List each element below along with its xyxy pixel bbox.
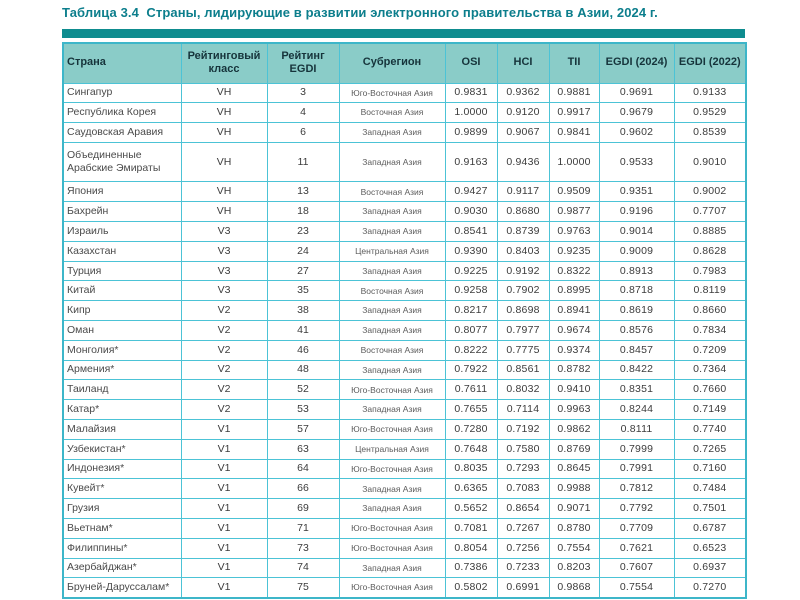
- cell-egdi-2024: 0.7792: [599, 499, 674, 519]
- cell-country: Монголия*: [63, 340, 181, 360]
- cell-subregion: Западная Азия: [339, 202, 445, 222]
- cell-egdi-2022: 0.9010: [674, 142, 746, 182]
- cell-egdi-2022: 0.7270: [674, 578, 746, 598]
- cell-subregion: Восточная Азия: [339, 340, 445, 360]
- cell-rating-class: V3: [181, 241, 267, 261]
- cell-tii: 0.8941: [549, 301, 599, 321]
- cell-hci: 0.7580: [497, 439, 549, 459]
- cell-osi: 0.9030: [445, 202, 497, 222]
- cell-hci: 0.9117: [497, 182, 549, 202]
- table-row: [63, 578, 746, 598]
- cell-egdi-2022: 0.6787: [674, 519, 746, 539]
- cell-egdi-2022: 0.9529: [674, 103, 746, 123]
- table-row: [63, 519, 746, 539]
- cell-country: Катар*: [63, 400, 181, 420]
- cell-egdi-rank: 71: [267, 519, 339, 539]
- table-row: [63, 558, 746, 578]
- cell-tii: 0.9071: [549, 499, 599, 519]
- cell-subregion: Центральная Азия: [339, 439, 445, 459]
- cell-osi: 0.8035: [445, 459, 497, 479]
- cell-egdi-2022: 0.8885: [674, 222, 746, 242]
- table-row: [63, 380, 746, 400]
- cell-hci: 0.8654: [497, 499, 549, 519]
- cell-egdi-2024: 0.8351: [599, 380, 674, 400]
- header-subregion: Субрегион: [339, 43, 445, 83]
- cell-osi: 1.0000: [445, 103, 497, 123]
- cell-country: Кувейт*: [63, 479, 181, 499]
- cell-egdi-2024: 0.8913: [599, 261, 674, 281]
- cell-rating-class: VH: [181, 202, 267, 222]
- cell-egdi-rank: 18: [267, 202, 339, 222]
- cell-egdi-2022: 0.7484: [674, 479, 746, 499]
- cell-osi: 0.8077: [445, 321, 497, 341]
- cell-hci: 0.9120: [497, 103, 549, 123]
- table-row: [63, 222, 746, 242]
- cell-rating-class: V3: [181, 222, 267, 242]
- cell-egdi-2024: 0.9014: [599, 222, 674, 242]
- cell-subregion: Юго-Восточная Азия: [339, 538, 445, 558]
- header-egdi-rank: Рейтинг EGDI: [267, 43, 339, 83]
- cell-subregion: Юго-Восточная Азия: [339, 459, 445, 479]
- cell-tii: 0.9763: [549, 222, 599, 242]
- cell-osi: 0.9831: [445, 83, 497, 103]
- cell-country: Турция: [63, 261, 181, 281]
- cell-subregion: Западная Азия: [339, 321, 445, 341]
- cell-country: Казахстан: [63, 241, 181, 261]
- cell-tii: 0.8645: [549, 459, 599, 479]
- cell-osi: 0.8541: [445, 222, 497, 242]
- cell-tii: 0.9410: [549, 380, 599, 400]
- cell-osi: 0.7655: [445, 400, 497, 420]
- cell-tii: 0.9674: [549, 321, 599, 341]
- cell-rating-class: V2: [181, 301, 267, 321]
- cell-egdi-2024: 0.8111: [599, 420, 674, 440]
- cell-hci: 0.9192: [497, 261, 549, 281]
- cell-hci: 0.9067: [497, 123, 549, 143]
- cell-egdi-2024: 0.8422: [599, 360, 674, 380]
- cell-tii: 0.7554: [549, 538, 599, 558]
- cell-rating-class: VH: [181, 123, 267, 143]
- cell-egdi-2022: 0.7160: [674, 459, 746, 479]
- cell-osi: 0.6365: [445, 479, 497, 499]
- cell-egdi-rank: 46: [267, 340, 339, 360]
- cell-tii: 0.9862: [549, 420, 599, 440]
- cell-country: Малайзия: [63, 420, 181, 440]
- cell-egdi-2022: 0.7501: [674, 499, 746, 519]
- cell-rating-class: VH: [181, 103, 267, 123]
- cell-subregion: Западная Азия: [339, 301, 445, 321]
- cell-hci: 0.9436: [497, 142, 549, 182]
- table-row: [63, 301, 746, 321]
- cell-subregion: Юго-Восточная Азия: [339, 83, 445, 103]
- cell-egdi-rank: 3: [267, 83, 339, 103]
- cell-egdi-rank: 53: [267, 400, 339, 420]
- table-row: [63, 420, 746, 440]
- cell-egdi-rank: 4: [267, 103, 339, 123]
- cell-tii: 0.9509: [549, 182, 599, 202]
- caption-underline-bar: [62, 29, 745, 38]
- cell-subregion: Юго-Восточная Азия: [339, 380, 445, 400]
- cell-country: Индонезия*: [63, 459, 181, 479]
- cell-hci: 0.8698: [497, 301, 549, 321]
- cell-hci: 0.8680: [497, 202, 549, 222]
- cell-egdi-rank: 66: [267, 479, 339, 499]
- cell-hci: 0.8403: [497, 241, 549, 261]
- cell-osi: 0.7922: [445, 360, 497, 380]
- cell-country: Сингапур: [63, 83, 181, 103]
- cell-egdi-rank: 52: [267, 380, 339, 400]
- cell-egdi-2024: 0.9691: [599, 83, 674, 103]
- cell-egdi-2022: 0.8628: [674, 241, 746, 261]
- cell-tii: 0.9235: [549, 241, 599, 261]
- table-row: [63, 261, 746, 281]
- cell-egdi-2024: 0.7999: [599, 439, 674, 459]
- cell-osi: 0.9390: [445, 241, 497, 261]
- cell-osi: 0.9163: [445, 142, 497, 182]
- cell-tii: 0.8782: [549, 360, 599, 380]
- cell-egdi-rank: 27: [267, 261, 339, 281]
- cell-subregion: Западная Азия: [339, 360, 445, 380]
- cell-rating-class: V1: [181, 459, 267, 479]
- cell-osi: 0.5802: [445, 578, 497, 598]
- cell-tii: 0.9881: [549, 83, 599, 103]
- cell-osi: 0.7386: [445, 558, 497, 578]
- cell-osi: 0.9225: [445, 261, 497, 281]
- cell-country: Оман: [63, 321, 181, 341]
- cell-egdi-rank: 75: [267, 578, 339, 598]
- cell-egdi-2024: 0.9679: [599, 103, 674, 123]
- cell-egdi-rank: 48: [267, 360, 339, 380]
- cell-subregion: Западная Азия: [339, 261, 445, 281]
- cell-hci: 0.7775: [497, 340, 549, 360]
- cell-tii: 0.9917: [549, 103, 599, 123]
- cell-tii: 0.9868: [549, 578, 599, 598]
- cell-tii: 0.8769: [549, 439, 599, 459]
- table-row: [63, 103, 746, 123]
- cell-rating-class: V2: [181, 360, 267, 380]
- cell-subregion: Западная Азия: [339, 558, 445, 578]
- cell-egdi-2022: 0.8660: [674, 301, 746, 321]
- table-row: [63, 83, 746, 103]
- cell-rating-class: V1: [181, 519, 267, 539]
- cell-egdi-2024: 0.7991: [599, 459, 674, 479]
- cell-rating-class: V2: [181, 380, 267, 400]
- cell-egdi-2024: 0.8457: [599, 340, 674, 360]
- cell-subregion: Западная Азия: [339, 142, 445, 182]
- cell-subregion: Юго-Восточная Азия: [339, 519, 445, 539]
- cell-osi: 0.7081: [445, 519, 497, 539]
- cell-egdi-rank: 35: [267, 281, 339, 301]
- cell-rating-class: V2: [181, 340, 267, 360]
- cell-subregion: Восточная Азия: [339, 103, 445, 123]
- cell-egdi-rank: 74: [267, 558, 339, 578]
- cell-subregion: Юго-Восточная Азия: [339, 578, 445, 598]
- table-row: [63, 340, 746, 360]
- cell-tii: 0.9841: [549, 123, 599, 143]
- cell-egdi-rank: 73: [267, 538, 339, 558]
- header-hci: HCI: [497, 43, 549, 83]
- header-row: [63, 43, 746, 83]
- cell-egdi-2022: 0.7660: [674, 380, 746, 400]
- table-caption: Таблица 3.4 Страны, лидирующие в развитии электронного правительства в Азии, 2024 г.: [62, 5, 658, 20]
- cell-tii: 0.8780: [549, 519, 599, 539]
- table-row: [63, 499, 746, 519]
- cell-egdi-rank: 57: [267, 420, 339, 440]
- header-egdi-2024: EGDI (2024): [599, 43, 674, 83]
- cell-egdi-2024: 0.9196: [599, 202, 674, 222]
- cell-country: Япония: [63, 182, 181, 202]
- cell-osi: 0.9899: [445, 123, 497, 143]
- cell-subregion: Западная Азия: [339, 499, 445, 519]
- cell-subregion: Юго-Восточная Азия: [339, 420, 445, 440]
- cell-hci: 0.8032: [497, 380, 549, 400]
- table-row: [63, 182, 746, 202]
- cell-egdi-2022: 0.7149: [674, 400, 746, 420]
- cell-rating-class: V2: [181, 400, 267, 420]
- cell-tii: 0.9988: [549, 479, 599, 499]
- cell-egdi-2024: 0.8619: [599, 301, 674, 321]
- cell-egdi-rank: 38: [267, 301, 339, 321]
- cell-egdi-2022: 0.8119: [674, 281, 746, 301]
- cell-hci: 0.7256: [497, 538, 549, 558]
- cell-subregion: Западная Азия: [339, 222, 445, 242]
- cell-country: Китай: [63, 281, 181, 301]
- cell-rating-class: V3: [181, 261, 267, 281]
- cell-country: Таиланд: [63, 380, 181, 400]
- cell-country: Республика Корея: [63, 103, 181, 123]
- cell-country: Кипр: [63, 301, 181, 321]
- cell-egdi-2022: 0.7209: [674, 340, 746, 360]
- cell-egdi-2024: 0.8576: [599, 321, 674, 341]
- cell-egdi-2024: 0.9533: [599, 142, 674, 182]
- table-row: [63, 400, 746, 420]
- cell-country: Израиль: [63, 222, 181, 242]
- cell-country: Азербайджан*: [63, 558, 181, 578]
- cell-egdi-rank: 63: [267, 439, 339, 459]
- cell-egdi-rank: 6: [267, 123, 339, 143]
- cell-country: Саудовская Аравия: [63, 123, 181, 143]
- cell-egdi-2024: 0.9351: [599, 182, 674, 202]
- header-osi: OSI: [445, 43, 497, 83]
- cell-subregion: Западная Азия: [339, 479, 445, 499]
- cell-tii: 1.0000: [549, 142, 599, 182]
- cell-rating-class: V1: [181, 558, 267, 578]
- cell-rating-class: VH: [181, 182, 267, 202]
- cell-egdi-rank: 69: [267, 499, 339, 519]
- cell-hci: 0.7233: [497, 558, 549, 578]
- egdi-table: [62, 42, 747, 599]
- header-tii: TII: [549, 43, 599, 83]
- cell-hci: 0.7114: [497, 400, 549, 420]
- cell-tii: 0.8203: [549, 558, 599, 578]
- cell-subregion: Центральная Азия: [339, 241, 445, 261]
- table-row: [63, 142, 746, 182]
- cell-osi: 0.9427: [445, 182, 497, 202]
- cell-osi: 0.7648: [445, 439, 497, 459]
- table-row: [63, 123, 746, 143]
- cell-rating-class: V2: [181, 321, 267, 341]
- cell-egdi-2022: 0.7707: [674, 202, 746, 222]
- cell-egdi-rank: 24: [267, 241, 339, 261]
- cell-rating-class: V1: [181, 479, 267, 499]
- cell-hci: 0.7293: [497, 459, 549, 479]
- cell-egdi-2022: 0.6937: [674, 558, 746, 578]
- table-row: [63, 202, 746, 222]
- cell-rating-class: V1: [181, 578, 267, 598]
- cell-egdi-2022: 0.7834: [674, 321, 746, 341]
- cell-egdi-2024: 0.7709: [599, 519, 674, 539]
- cell-tii: 0.8322: [549, 261, 599, 281]
- cell-hci: 0.7902: [497, 281, 549, 301]
- cell-egdi-2024: 0.9602: [599, 123, 674, 143]
- cell-hci: 0.8561: [497, 360, 549, 380]
- cell-egdi-2024: 0.7607: [599, 558, 674, 578]
- cell-hci: 0.8739: [497, 222, 549, 242]
- cell-egdi-2024: 0.8718: [599, 281, 674, 301]
- cell-egdi-2022: 0.7364: [674, 360, 746, 380]
- cell-country: Объединенные Арабские Эмираты: [63, 142, 181, 182]
- cell-tii: 0.9374: [549, 340, 599, 360]
- cell-egdi-rank: 64: [267, 459, 339, 479]
- cell-country: Армения*: [63, 360, 181, 380]
- cell-hci: 0.7267: [497, 519, 549, 539]
- cell-egdi-2024: 0.7812: [599, 479, 674, 499]
- cell-egdi-2022: 0.8539: [674, 123, 746, 143]
- cell-egdi-rank: 11: [267, 142, 339, 182]
- cell-egdi-2022: 0.6523: [674, 538, 746, 558]
- header-country: Страна: [63, 43, 181, 83]
- table-row: [63, 479, 746, 499]
- cell-rating-class: VH: [181, 83, 267, 103]
- table-row: [63, 538, 746, 558]
- cell-hci: 0.7083: [497, 479, 549, 499]
- table-row: [63, 241, 746, 261]
- cell-hci: 0.7192: [497, 420, 549, 440]
- header-egdi-2022: EGDI (2022): [674, 43, 746, 83]
- cell-country: Узбекистан*: [63, 439, 181, 459]
- cell-osi: 0.5652: [445, 499, 497, 519]
- cell-hci: 0.9362: [497, 83, 549, 103]
- cell-subregion: Восточная Азия: [339, 281, 445, 301]
- cell-osi: 0.8217: [445, 301, 497, 321]
- cell-egdi-2022: 0.9133: [674, 83, 746, 103]
- cell-rating-class: V1: [181, 538, 267, 558]
- cell-hci: 0.7977: [497, 321, 549, 341]
- cell-egdi-2022: 0.7265: [674, 439, 746, 459]
- cell-rating-class: VH: [181, 142, 267, 182]
- cell-osi: 0.8222: [445, 340, 497, 360]
- table-row: [63, 360, 746, 380]
- cell-hci: 0.6991: [497, 578, 549, 598]
- cell-rating-class: V1: [181, 420, 267, 440]
- cell-egdi-2022: 0.7983: [674, 261, 746, 281]
- cell-egdi-rank: 13: [267, 182, 339, 202]
- cell-tii: 0.9963: [549, 400, 599, 420]
- cell-egdi-2024: 0.7554: [599, 578, 674, 598]
- cell-egdi-2024: 0.8244: [599, 400, 674, 420]
- cell-osi: 0.8054: [445, 538, 497, 558]
- cell-subregion: Восточная Азия: [339, 182, 445, 202]
- cell-subregion: Западная Азия: [339, 400, 445, 420]
- table-row: [63, 459, 746, 479]
- cell-country: Вьетнам*: [63, 519, 181, 539]
- cell-osi: 0.7611: [445, 380, 497, 400]
- table-row: [63, 281, 746, 301]
- cell-egdi-2022: 0.7740: [674, 420, 746, 440]
- cell-subregion: Западная Азия: [339, 123, 445, 143]
- table-row: [63, 439, 746, 459]
- cell-rating-class: V1: [181, 499, 267, 519]
- cell-tii: 0.9877: [549, 202, 599, 222]
- cell-country: Бруней-Даруссалам*: [63, 578, 181, 598]
- cell-egdi-rank: 23: [267, 222, 339, 242]
- cell-egdi-2024: 0.7621: [599, 538, 674, 558]
- cell-tii: 0.8995: [549, 281, 599, 301]
- cell-country: Грузия: [63, 499, 181, 519]
- table-body: [63, 83, 746, 598]
- cell-country: Филиппины*: [63, 538, 181, 558]
- cell-egdi-2024: 0.9009: [599, 241, 674, 261]
- cell-osi: 0.9258: [445, 281, 497, 301]
- cell-egdi-2022: 0.9002: [674, 182, 746, 202]
- cell-egdi-rank: 41: [267, 321, 339, 341]
- cell-osi: 0.7280: [445, 420, 497, 440]
- table-row: [63, 321, 746, 341]
- header-rating-class: Рейтинговый класс: [181, 43, 267, 83]
- cell-rating-class: V3: [181, 281, 267, 301]
- cell-country: Бахрейн: [63, 202, 181, 222]
- cell-rating-class: V1: [181, 439, 267, 459]
